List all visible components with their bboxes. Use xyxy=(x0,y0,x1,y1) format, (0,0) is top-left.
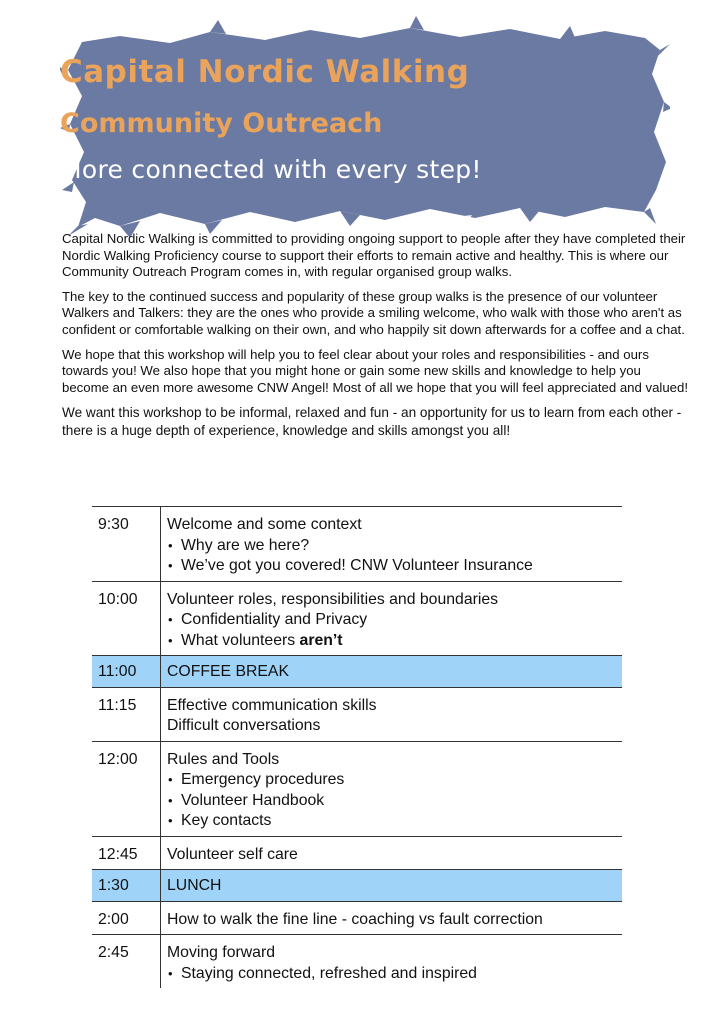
schedule-bullet: • Volunteer Handbook xyxy=(167,791,622,812)
schedule-item-title: Volunteer self care xyxy=(161,836,623,870)
schedule-item xyxy=(161,935,623,989)
schedule-item-title: LUNCH xyxy=(161,870,623,902)
schedule-time: 2:00 xyxy=(92,901,161,935)
schedule-bullets xyxy=(167,536,622,577)
schedule-bullet xyxy=(167,631,622,652)
schedule-bullet-text: What volunteers xyxy=(181,631,300,649)
schedule-item-title: Moving forward xyxy=(167,944,275,961)
schedule-item-title: Welcome and some context xyxy=(167,516,362,533)
header-banner xyxy=(60,12,670,242)
schedule-item xyxy=(161,741,623,836)
schedule-time: 11:00 xyxy=(92,656,161,688)
schedule-item-title: How to walk the fine line - coaching vs fault correction xyxy=(161,901,623,935)
schedule-bullet-emphasis: aren’t xyxy=(299,631,343,649)
schedule-bullet: • Staying connected, refreshed and inspired xyxy=(167,964,622,985)
schedule-bullet: • Why are we here? xyxy=(167,536,622,557)
schedule-row xyxy=(92,836,622,870)
schedule-time: 10:00 xyxy=(92,581,161,656)
schedule-item-title: Volunteer roles, responsibilities and boundaries xyxy=(167,590,499,608)
schedule-row-lunch xyxy=(92,870,622,902)
intro-paragraph-3: We hope that this workshop will help you to feel clear about your roles and responsibilities - and ours towards you! We also hope that you might hone or gain some new skills and knowledge to help you become an even more awesome CNW Angel! Most of all we hope that you will feel appreciated and valued! xyxy=(62,346,689,395)
schedule-time: 1:30 xyxy=(92,870,161,902)
schedule-bullets xyxy=(167,964,622,985)
schedule-bullets xyxy=(167,610,622,651)
schedule-time: 12:45 xyxy=(92,836,161,870)
schedule-time: 12:00 xyxy=(92,741,161,836)
schedule-bullet: • Emergency procedures xyxy=(167,770,622,791)
schedule-table xyxy=(92,506,622,988)
schedule-time: 11:15 xyxy=(92,687,161,741)
schedule-bullets xyxy=(167,770,622,832)
schedule-time: 2:45 xyxy=(92,935,161,989)
schedule-item xyxy=(161,507,623,582)
schedule-row xyxy=(92,741,622,836)
schedule-item xyxy=(161,581,623,656)
intro-paragraph-2: The key to the continued success and popularity of these group walks is the presence of our volunteer Walkers and Talkers: they are the ones who provide a smiling welcome, who walk with those who aren't as confident or comfortable walking on their own, and who happily sit down afterwards for a coffee and a chat. xyxy=(62,288,685,337)
schedule-row xyxy=(92,935,622,989)
schedule-item-subtitle: Difficult conversations xyxy=(167,717,321,734)
schedule-row-coffee-break xyxy=(92,656,622,688)
schedule-bullet: • Confidentiality and Privacy xyxy=(167,610,622,631)
schedule-item-title: Effective communication skills xyxy=(167,696,377,714)
schedule-row xyxy=(92,687,622,741)
schedule-item-title: Rules and Tools xyxy=(167,750,280,768)
schedule-row xyxy=(92,507,622,582)
banner-title-line2: Community Outreach xyxy=(60,108,383,139)
schedule-row xyxy=(92,901,622,935)
schedule-bullet: • Key contacts xyxy=(167,811,622,832)
schedule-item xyxy=(161,687,623,741)
schedule-bullet: • We’ve got you covered! CNW Volunteer Insurance xyxy=(167,556,622,577)
schedule-row xyxy=(92,581,622,656)
schedule-time: 9:30 xyxy=(92,507,161,582)
intro-paragraph-4: We want this workshop to be informal, relaxed and fun - an opportunity for us to learn from each other - there is a huge depth of experience, knowledge and skills amongst you all! xyxy=(62,405,682,439)
banner-tagline: More connected with every step! xyxy=(60,155,482,184)
intro-paragraph-1: Capital Nordic Walking is committed to providing ongoing support to people after they have completed their Nordic Walking Proficiency course to support their efforts to remain active and healthy. This is where our Community Outreach Program comes in, with regular organised group walks. xyxy=(62,231,686,280)
banner-title-line1: Capital Nordic Walking xyxy=(60,54,470,90)
intro-text xyxy=(62,231,690,448)
schedule-item-title: COFFEE BREAK xyxy=(161,656,623,688)
